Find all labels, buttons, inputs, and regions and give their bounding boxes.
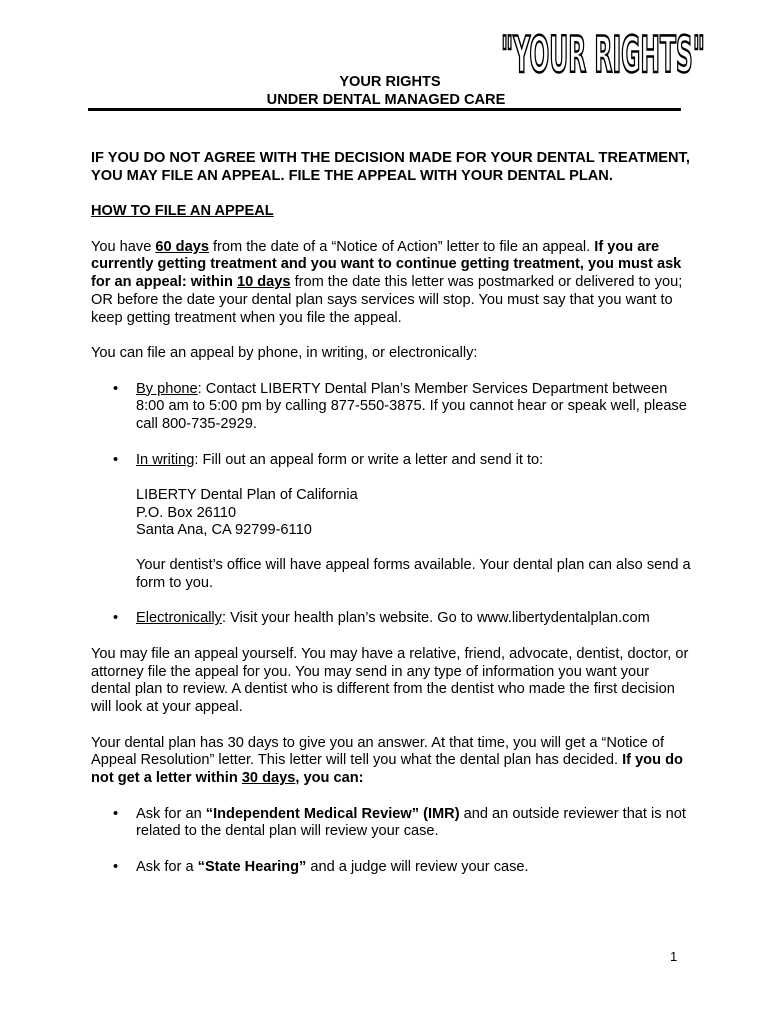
filing-methods-list	[91, 381, 691, 629]
resolution-paragraph: Your dental plan has 30 days to give you an answer. At that time, you will get a “Notice of Appeal Resolution” letter. This letter will tell you what the dental plan has decided. If you do not get a letter within 30 days, you can:	[91, 734, 683, 787]
address-line: P.O. Box 26110	[136, 504, 237, 521]
sixty-days: 60 days	[155, 238, 209, 255]
bullet-icon: •	[113, 805, 119, 822]
electronic-text: : Visit your health plan’s website. Go to www.libertydentalplan.com	[221, 610, 650, 627]
filing-methods-intro: You can file an appeal by phone, in writing, or electronically:	[91, 345, 478, 362]
bullet-icon: •	[113, 380, 119, 397]
writing-note: Your dentist’s office will have appeal forms available. Your dental plan can also send a form to you.	[136, 557, 691, 592]
bullet-icon: •	[113, 451, 119, 468]
deadline-paragraph: You have 60 days from the date of a “Notice of Action” letter to file an appeal. If you are currently getting treatment and you want to continue getting treatment, you must ask for an appeal: within 10 days from the date this letter was postmarked or delivered to you; OR before the date your dental plan says services will stop. You must say that you want to keep getting treatment when you file the appeal.	[91, 238, 683, 326]
header-rule	[88, 108, 681, 111]
bullet-icon: •	[113, 610, 119, 627]
phone-text: : Contact LIBERTY Dental Plan’s Member Services Department between 8:00 am to 5:00 pm by calling 877-550-3875. If you cannot hear or speak well, please call 800-735-2929.	[136, 380, 687, 433]
list-item-phone	[91, 381, 691, 434]
how-to-file-heading: HOW TO FILE AN APPEAL	[91, 203, 274, 220]
electronic-label: Electronically	[136, 610, 222, 627]
document-header	[90, 74, 682, 110]
options-list	[91, 806, 691, 877]
stamp-text: "YOUR RIGHTS"	[501, 26, 705, 84]
phone-label: By phone	[136, 380, 198, 397]
address-line: LIBERTY Dental Plan of California	[136, 486, 358, 503]
document-body	[91, 150, 691, 894]
mailing-address	[136, 487, 691, 540]
header-title: YOUR RIGHTS	[339, 74, 441, 90]
writing-label: In writing	[136, 451, 195, 468]
state-hearing-term: “State Hearing”	[197, 858, 307, 875]
bullet-icon: •	[113, 858, 119, 875]
address-line: Santa Ana, CA 92799-6110	[136, 522, 312, 539]
header-subtitle: UNDER DENTAL MANAGED CARE	[266, 91, 506, 108]
who-can-file-paragraph: You may file an appeal yourself. You may have a relative, friend, advocate, dentist, doctor, or attorney file the appeal for you. You may send in any type of information you want your dental plan to review. A dentist who is different from the dentist who made the first decision will look at your appeal.	[91, 645, 689, 716]
list-item-hearing: • Ask for a “State Hearing” and a judge will review your case.	[113, 858, 529, 875]
continue-treatment-text: If you are currently getting treatment and you want to continue getting treatment, you must ask for an appeal: within	[91, 238, 682, 291]
intro-paragraph: IF YOU DO NOT AGREE WITH THE DECISION MADE FOR YOUR DENTAL TREATMENT, YOU MAY FILE AN APPEAL. FILE THE APPEAL WITH YOUR DENTAL PLAN.	[91, 150, 690, 184]
writing-text: : Fill out an appeal form or write a letter and send it to:	[194, 451, 544, 468]
ten-days: 10 days	[236, 274, 291, 291]
list-item-imr: • Ask for an “Independent Medical Review” (IMR) and an outside reviewer that is not related to the dental plan will review your case.	[113, 805, 686, 840]
list-item-writing	[91, 452, 691, 593]
imr-term: “Independent Medical Review” (IMR)	[205, 805, 460, 822]
thirty-days: 30 days	[241, 770, 296, 787]
list-item-electronic	[91, 610, 691, 628]
page-number: 1	[670, 949, 678, 964]
